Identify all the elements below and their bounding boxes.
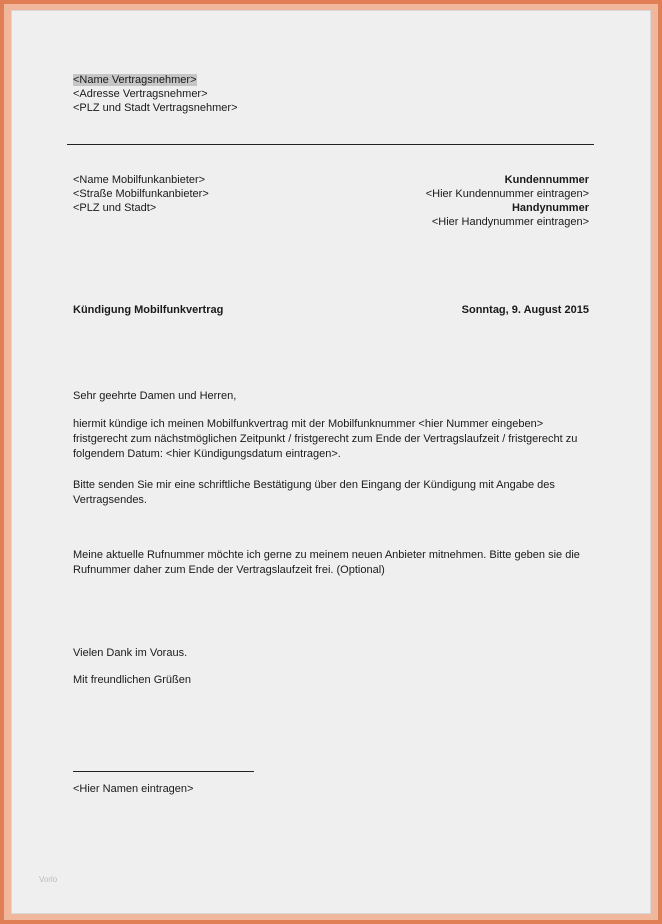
paragraph-line: folgendem Datum: <hier Kündigungsdatum eintragen>.: [73, 448, 341, 460]
customer-info-block: [426, 173, 589, 229]
sender-city[interactable]: <PLZ und Stadt Vertragsnehmer>: [73, 102, 238, 114]
paragraph-cancellation: [73, 417, 577, 462]
closing-regards: Mit freundlichen Grüßen: [73, 674, 191, 686]
sender-block: [73, 73, 238, 115]
customer-number-label: Kundennummer: [504, 174, 589, 186]
sender-name[interactable]: <Name Vertragsnehmer>: [73, 74, 197, 86]
recipient-name[interactable]: <Name Mobilfunkanbieter>: [73, 174, 206, 186]
paragraph-line: Bitte senden Sie mir eine schriftliche Bestätigung über den Eingang der Kündigung mit Angabe des: [73, 479, 555, 491]
paragraph-line: fristgerecht zum nächstmöglichen Zeitpunkt / fristgerecht zum Ende der Vertragslaufzeit / fristgerecht zu: [73, 433, 578, 445]
recipient-street[interactable]: <Straße Mobilfunkanbieter>: [73, 188, 209, 200]
customer-number-value[interactable]: <Hier Kundennummer eintragen>: [425, 188, 589, 200]
paragraph-line: hiermit kündige ich meinen Mobilfunkvertrag mit der Mobilfunknummer <hier Nummer eingeben>: [73, 418, 544, 430]
document-page: [11, 10, 651, 914]
phone-number-label: Handynummer: [511, 202, 589, 214]
header-divider: [67, 144, 594, 145]
paragraph-line: Meine aktuelle Rufnummer möchte ich gerne zu meinem neuen Anbieter mitnehmen. Bitte geben sie die: [73, 549, 580, 561]
letter-date[interactable]: Sonntag, 9. August 2015: [461, 304, 589, 316]
recipient-block: [73, 173, 209, 215]
sender-address[interactable]: <Adresse Vertragsnehmer>: [73, 88, 208, 100]
phone-number-value[interactable]: <Hier Handynummer eintragen>: [431, 216, 589, 228]
recipient-city[interactable]: <PLZ und Stadt>: [73, 202, 157, 214]
closing-thanks: Vielen Dank im Voraus.: [73, 647, 188, 659]
paragraph-confirmation: [73, 478, 555, 508]
paragraph-line: Vertragsendes.: [73, 494, 147, 506]
watermark: Vorlo: [39, 875, 58, 884]
subject-line: Kündigung Mobilfunkvertrag: [73, 304, 224, 316]
signature-line: [73, 771, 254, 772]
paragraph-line: Rufnummer daher zum Ende der Vertragslaufzeit frei. (Optional): [73, 564, 385, 576]
paragraph-number-porting: [73, 548, 580, 578]
salutation: Sehr geehrte Damen und Herren,: [73, 390, 237, 402]
signature-name[interactable]: <Hier Namen eintragen>: [73, 783, 194, 795]
